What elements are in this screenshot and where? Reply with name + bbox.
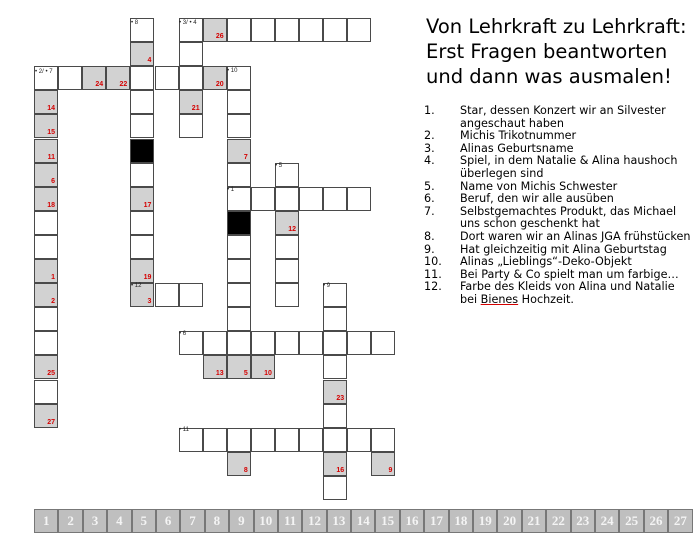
crossword-cell[interactable] bbox=[299, 187, 323, 211]
solution-cell[interactable]: 2 bbox=[58, 509, 82, 533]
clue-text-before: Farbe des Kleids von Alina und Natalie bei bbox=[460, 280, 675, 306]
crossword-cell[interactable] bbox=[323, 380, 347, 404]
solution-cell[interactable]: 11 bbox=[278, 509, 302, 533]
clue-text: Hat gleichzeitig mit Alina Geburtstag bbox=[460, 242, 667, 256]
crossword-cell[interactable] bbox=[203, 355, 227, 379]
clue-text: Alinas Geburtsname bbox=[460, 141, 574, 155]
clue-label-12: • 12 bbox=[131, 283, 142, 289]
solution-cell[interactable]: 9 bbox=[229, 509, 253, 533]
solution-cell[interactable]: 25 bbox=[619, 509, 643, 533]
crossword-cell[interactable] bbox=[58, 66, 82, 90]
crossword-cell[interactable] bbox=[34, 114, 58, 138]
crossword-cell[interactable] bbox=[130, 114, 154, 138]
crossword-cell[interactable] bbox=[130, 187, 154, 211]
crossword-cell[interactable] bbox=[251, 428, 275, 452]
solution-cell[interactable]: 24 bbox=[595, 509, 619, 533]
clue-number: 1. bbox=[424, 104, 435, 117]
crossword-cell[interactable] bbox=[130, 42, 154, 66]
clue-number: 5. bbox=[424, 179, 435, 193]
clue-item-7 bbox=[424, 206, 694, 231]
crossword-cell[interactable] bbox=[106, 66, 130, 90]
crossword-cell[interactable] bbox=[130, 163, 154, 187]
solution-cell[interactable]: 19 bbox=[473, 509, 497, 533]
solution-cell[interactable]: 27 bbox=[668, 509, 692, 533]
clue-item-1 bbox=[424, 105, 694, 130]
clue-text-after: Hochzeit. bbox=[518, 292, 574, 306]
clue-item-4 bbox=[424, 155, 694, 180]
crossword-cell[interactable] bbox=[227, 163, 251, 187]
solution-cell[interactable]: 15 bbox=[375, 509, 399, 533]
crossword-cell[interactable] bbox=[275, 235, 299, 259]
solution-cell[interactable]: 23 bbox=[571, 509, 595, 533]
clue-number: 2. bbox=[424, 129, 435, 143]
clue-number: 8. bbox=[424, 229, 435, 243]
crossword-cell[interactable] bbox=[34, 380, 58, 404]
solution-cell[interactable]: 20 bbox=[497, 509, 521, 533]
crossword-cell[interactable] bbox=[34, 187, 58, 211]
title-line-2: Erst Fragen beantworten bbox=[426, 40, 668, 63]
clue-number: 9. bbox=[424, 242, 435, 256]
crossword-cell[interactable] bbox=[299, 428, 323, 452]
clue-text: Beruf, den wir alle ausüben bbox=[460, 192, 614, 206]
clue-number: 3. bbox=[424, 141, 435, 155]
crossword-cell[interactable] bbox=[130, 235, 154, 259]
crossword-cell[interactable] bbox=[323, 428, 347, 452]
blocked-cell bbox=[130, 139, 154, 163]
clue-number: 11. bbox=[424, 267, 442, 281]
crossword-cell[interactable] bbox=[227, 331, 251, 355]
clue-label-8: • 8 bbox=[131, 20, 139, 26]
solution-cell[interactable]: 16 bbox=[400, 509, 424, 533]
crossword-cell[interactable] bbox=[130, 66, 154, 90]
clue-label-2-7: • 2/ • 7 bbox=[35, 69, 53, 75]
clue-number: 4. bbox=[424, 154, 435, 168]
solution-cell[interactable]: 21 bbox=[522, 509, 546, 533]
solution-cell[interactable]: 17 bbox=[424, 509, 448, 533]
crossword-cell[interactable] bbox=[203, 428, 227, 452]
solution-cell[interactable]: 1 bbox=[34, 509, 58, 533]
clue-number: 7. bbox=[424, 204, 435, 218]
title-line-3: und dann was ausmalen! bbox=[426, 65, 672, 88]
solution-cell[interactable]: 3 bbox=[83, 509, 107, 533]
clue-text: Spiel, in dem Natalie & Alina haushoch überlegen sind bbox=[460, 154, 678, 180]
clue-label-11: • 11 bbox=[179, 427, 189, 433]
crossword-cell[interactable] bbox=[34, 235, 58, 259]
crossword-cell[interactable] bbox=[227, 235, 251, 259]
crossword-cell[interactable] bbox=[347, 18, 371, 42]
crossword-cell[interactable] bbox=[299, 18, 323, 42]
crossword-cell[interactable] bbox=[130, 90, 154, 114]
crossword-cell[interactable] bbox=[251, 187, 275, 211]
crossword-cell[interactable] bbox=[371, 331, 395, 355]
clue-label-10: • 10 bbox=[227, 68, 238, 74]
crossword-cell[interactable] bbox=[203, 331, 227, 355]
clue-text: Star, dessen Konzert wir an Silvester angeschaut haben bbox=[460, 104, 666, 130]
clue-text: Michis Trikotnummer bbox=[460, 129, 577, 143]
clue-list bbox=[424, 105, 694, 307]
clue-text: Dort waren wir an Alinas JGA frühstücken bbox=[460, 229, 691, 243]
crossword-cell[interactable] bbox=[34, 259, 58, 283]
crossword-cell[interactable] bbox=[275, 18, 299, 42]
crossword-cell[interactable] bbox=[347, 428, 371, 452]
solution-cell[interactable]: 10 bbox=[254, 509, 278, 533]
crossword-cell[interactable] bbox=[203, 66, 227, 90]
crossword-cell[interactable] bbox=[227, 283, 251, 307]
solution-cell[interactable]: 14 bbox=[351, 509, 375, 533]
crossword-cell[interactable] bbox=[227, 259, 251, 283]
solution-cell[interactable]: 12 bbox=[302, 509, 326, 533]
solution-cell[interactable]: 26 bbox=[644, 509, 668, 533]
crossword-cell[interactable] bbox=[227, 355, 251, 379]
crossword-cell[interactable] bbox=[179, 90, 203, 114]
crossword-cell[interactable] bbox=[179, 66, 203, 90]
crossword-cell[interactable] bbox=[34, 404, 58, 428]
crossword-cell[interactable] bbox=[227, 307, 251, 331]
crossword-cell[interactable] bbox=[34, 331, 58, 355]
clue-item-12 bbox=[424, 281, 694, 306]
solution-cell[interactable]: 4 bbox=[107, 509, 131, 533]
crossword-cell[interactable] bbox=[179, 283, 203, 307]
page-title bbox=[426, 14, 692, 89]
solution-cell[interactable]: 22 bbox=[546, 509, 570, 533]
clue-label-1: • 1 bbox=[227, 187, 235, 193]
solution-cell[interactable]: 6 bbox=[156, 509, 180, 533]
crossword-cell[interactable] bbox=[275, 259, 299, 283]
crossword-cell[interactable] bbox=[251, 331, 275, 355]
crossword-cell[interactable] bbox=[34, 90, 58, 114]
blocked-cell bbox=[227, 211, 251, 235]
clue-label-3-4: • 3/ • 4 bbox=[179, 20, 197, 26]
clue-text: Name von Michis Schwester bbox=[460, 179, 618, 193]
crossword-cell[interactable] bbox=[179, 42, 203, 66]
crossword-cell[interactable] bbox=[34, 211, 58, 235]
crossword-cell[interactable] bbox=[227, 139, 251, 163]
crossword-cell[interactable] bbox=[155, 283, 179, 307]
solution-cell[interactable]: 5 bbox=[132, 509, 156, 533]
crossword-cell[interactable] bbox=[275, 428, 299, 452]
crossword-cell[interactable] bbox=[323, 355, 347, 379]
crossword-cell[interactable] bbox=[323, 452, 347, 476]
title-line-1: Von Lehrkraft zu Lehrkraft: bbox=[426, 15, 687, 38]
crossword-cell[interactable] bbox=[323, 404, 347, 428]
crossword-cell[interactable] bbox=[371, 452, 395, 476]
crossword-cell[interactable] bbox=[155, 66, 179, 90]
crossword-cell[interactable] bbox=[227, 18, 251, 42]
clue-text: Selbstgemachtes Produkt, das Michael uns schon geschenkt hat bbox=[460, 204, 677, 231]
solution-cell[interactable]: 7 bbox=[180, 509, 204, 533]
crossword-cell[interactable] bbox=[371, 428, 395, 452]
clue-number: 10. bbox=[424, 255, 442, 269]
crossword-cell[interactable] bbox=[251, 18, 275, 42]
solution-cell[interactable]: 13 bbox=[327, 509, 351, 533]
clue-text-underlined: Bienes bbox=[480, 292, 519, 306]
crossword-cell[interactable] bbox=[275, 211, 299, 235]
crossword-cell[interactable] bbox=[227, 114, 251, 138]
crossword-cell[interactable] bbox=[130, 211, 154, 235]
crossword-cell[interactable] bbox=[251, 355, 275, 379]
crossword-cell[interactable] bbox=[323, 187, 347, 211]
crossword-cell[interactable] bbox=[203, 18, 227, 42]
crossword-cell[interactable] bbox=[34, 283, 58, 307]
crossword-cell[interactable] bbox=[323, 307, 347, 331]
crossword-cell[interactable] bbox=[34, 355, 58, 379]
crossword-cell[interactable] bbox=[130, 259, 154, 283]
clue-text: Alinas „Lieblings“-Deko-Objekt bbox=[460, 255, 632, 269]
solution-cell[interactable]: 8 bbox=[205, 509, 229, 533]
crossword-cell[interactable] bbox=[34, 139, 58, 163]
crossword-cell[interactable] bbox=[347, 187, 371, 211]
crossword-cell[interactable] bbox=[323, 476, 347, 500]
crossword-cell[interactable] bbox=[227, 90, 251, 114]
clue-label-6: • 6 bbox=[179, 331, 187, 337]
crossword-cell[interactable] bbox=[179, 114, 203, 138]
crossword-cell[interactable] bbox=[347, 331, 371, 355]
crossword-cell[interactable] bbox=[299, 331, 323, 355]
clue-number: 6. bbox=[424, 192, 435, 206]
crossword-cell[interactable] bbox=[323, 18, 347, 42]
crossword-cell[interactable] bbox=[275, 187, 299, 211]
clue-label-5: • 5 bbox=[275, 163, 283, 169]
crossword-cell[interactable] bbox=[34, 307, 58, 331]
crossword-cell[interactable] bbox=[275, 331, 299, 355]
crossword-cell[interactable] bbox=[34, 163, 58, 187]
clue-number: 12. bbox=[424, 280, 442, 294]
solution-cell[interactable]: 18 bbox=[449, 509, 473, 533]
clue-label-9: • 9 bbox=[323, 283, 331, 289]
clue-text: Bei Party & Co spielt man um farbige… bbox=[460, 267, 679, 281]
crossword-cell[interactable] bbox=[227, 428, 251, 452]
crossword-cell[interactable] bbox=[227, 452, 251, 476]
crossword-cell[interactable] bbox=[82, 66, 106, 90]
crossword-cell[interactable] bbox=[323, 331, 347, 355]
solution-strip bbox=[34, 509, 693, 533]
crossword-cell[interactable] bbox=[275, 283, 299, 307]
